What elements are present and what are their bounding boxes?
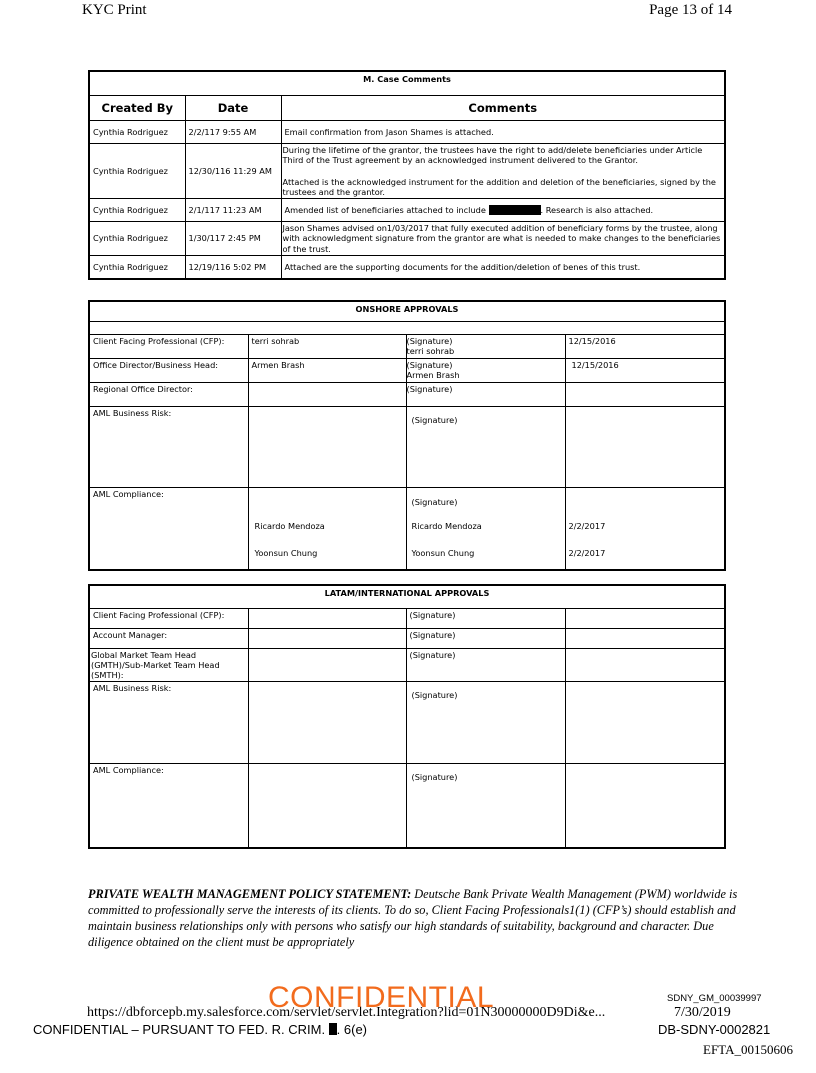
signature-name: Armen Brash — [406, 370, 460, 380]
row-comment — [281, 199, 725, 222]
row-comment: Jason Shames advised on1/03/2017 that fully executed addition of beneficiary forms by the trustee, along with acknowledgment signature from the grantor are what is needed to make changes to the beneficiaries of the trust. — [281, 222, 725, 256]
row-created-by: Cynthia Rodriguez — [89, 121, 185, 144]
approver-name: Yoonsun Chung — [254, 548, 318, 558]
col-created-by: Created By — [89, 96, 185, 121]
row-date: 1/30/117 2:45 PM — [185, 222, 281, 256]
comment-paragraph: During the lifetime of the grantor, the trustees have the right to add/delete beneficiaries under Article Third of the Trust agreement by an acknowledged instrument delivered to the Grantor. — [282, 145, 703, 166]
approval-label: Client Facing Professional (CFP): — [89, 335, 248, 359]
approval-row — [89, 407, 725, 488]
policy-statement — [88, 886, 738, 950]
signature-label: (Signature) — [411, 415, 458, 425]
signature-label: (Signature) — [411, 772, 458, 782]
signature-label: (Signature) — [411, 690, 458, 700]
approval-label: Regional Office Director: — [89, 383, 248, 407]
approval-dates — [565, 488, 725, 570]
approval-row — [89, 649, 725, 682]
approver-name — [248, 629, 406, 649]
row-created-by: Cynthia Rodriguez — [89, 255, 185, 279]
notice-text: . 6(e) — [336, 1022, 368, 1037]
signature-label: (Signature) — [411, 497, 458, 507]
signature-cell: (Signature) — [406, 649, 565, 682]
approval-row — [89, 488, 725, 570]
row-created-by: Cynthia Rodriguez — [89, 222, 185, 256]
signature-cell — [406, 488, 565, 570]
table-row — [89, 121, 725, 144]
table-row — [89, 255, 725, 279]
approval-date — [565, 629, 725, 649]
signature-name: terri sohrab — [406, 346, 455, 356]
signature-cell — [406, 764, 565, 848]
approval-row — [89, 682, 725, 764]
signature-name: Yoonsun Chung — [411, 548, 475, 558]
comment-text: Amended list of beneficiaries attached to include — [284, 204, 489, 215]
redaction-box — [489, 205, 541, 215]
approval-row — [89, 335, 725, 359]
approval-date — [565, 407, 725, 488]
confidential-stamp: CONFIDENTIAL — [268, 981, 495, 1014]
approval-label: AML Business Risk: — [89, 407, 248, 488]
row-date: 2/1/117 11:23 AM — [185, 199, 281, 222]
approval-row — [89, 383, 725, 407]
print-date: 7/30/2019 — [674, 1005, 731, 1020]
approval-date — [565, 649, 725, 682]
signature-cell — [406, 407, 565, 488]
row-date: 2/2/117 9:55 AM — [185, 121, 281, 144]
signature-cell — [406, 335, 565, 359]
comment-text: . Research is also attached. — [540, 204, 654, 215]
signature-label: (Signature) — [406, 360, 453, 370]
signature-name: Ricardo Mendoza — [411, 521, 482, 531]
approver-name: terri sohrab — [248, 335, 406, 359]
case-comments-table — [88, 70, 726, 280]
row-comment: Email confirmation from Jason Shames is attached. — [281, 121, 725, 144]
approval-label: AML Compliance: — [89, 764, 248, 848]
signature-cell — [406, 359, 565, 383]
table-row — [89, 144, 725, 199]
approver-name: Ricardo Mendoza — [254, 521, 325, 531]
row-date: 12/30/116 11:29 AM — [185, 144, 281, 199]
bates-number-small: SDNY_GM_00039997 — [667, 993, 762, 1004]
approval-label: Account Manager: — [89, 629, 248, 649]
approver-name — [248, 649, 406, 682]
col-comments: Comments — [281, 96, 725, 121]
approver-name: Armen Brash — [248, 359, 406, 383]
approval-date: 2/2/2017 — [568, 521, 606, 531]
approval-label: Client Facing Professional (CFP): — [89, 609, 248, 629]
signature-cell: (Signature) — [406, 609, 565, 629]
spacer-row — [89, 322, 725, 335]
approval-date: 12/15/2016 — [565, 335, 725, 359]
approval-date — [565, 609, 725, 629]
approver-name — [248, 383, 406, 407]
onshore-title: ONSHORE APPROVALS — [89, 301, 725, 322]
approval-date — [565, 682, 725, 764]
row-comment — [281, 144, 725, 199]
policy-text: Deutsche Bank Private Wealth Management (PWM) worldwide is committed to professionally serve the interests of its clients. To do so, Client Facing Professionals1(1) (CFP’s) should establish and maintain business relationships only with persons who satisfy our high standards of suitability, background and character. Due diligence obtained on the client must be appropriately — [88, 887, 738, 949]
print-title: KYC Print — [82, 2, 147, 18]
latam-title: LATAM/INTERNATIONAL APPROVALS — [89, 585, 725, 609]
policy-heading: PRIVATE WEALTH MANAGEMENT POLICY STATEMENT: — [88, 887, 412, 901]
page-number: Page 13 of 14 — [649, 2, 732, 18]
approval-row — [89, 609, 725, 629]
col-date: Date — [185, 96, 281, 121]
approval-row — [89, 359, 725, 383]
case-comments-title: M. Case Comments — [89, 71, 725, 96]
bates-number: DB-SDNY-0002821 — [658, 1022, 771, 1037]
table-row — [89, 222, 725, 256]
approval-date — [565, 764, 725, 848]
redaction-box — [329, 1023, 337, 1035]
approval-label: AML Compliance: — [89, 488, 248, 570]
row-date: 12/19/116 5:02 PM — [185, 255, 281, 279]
approver-names — [248, 488, 406, 570]
approval-label: Office Director/Business Head: — [89, 359, 248, 383]
comment-paragraph: Attached is the acknowledged instrument for the addition and deletion of the beneficiaries, signed by the trustees and the grantor. — [282, 176, 716, 197]
approval-row — [89, 629, 725, 649]
table-row — [89, 199, 725, 222]
signature-label: (Signature) — [406, 336, 453, 346]
approver-name — [248, 764, 406, 848]
approval-date: 12/15/2016 — [565, 359, 725, 383]
approval-label: Global Market Team Head (GMTH)/Sub-Market Team Head (SMTH): — [89, 649, 248, 682]
signature-cell — [406, 682, 565, 764]
approver-name — [248, 407, 406, 488]
approval-date: 2/2/2017 — [568, 548, 606, 558]
confidentiality-notice — [33, 1022, 367, 1037]
approver-name — [248, 682, 406, 764]
notice-text: CONFIDENTIAL – PURSUANT TO FED. R. CRIM. — [33, 1022, 329, 1037]
approver-name — [248, 609, 406, 629]
row-created-by: Cynthia Rodriguez — [89, 144, 185, 199]
efta-number: EFTA_00150606 — [703, 1042, 793, 1057]
approval-label: AML Business Risk: — [89, 682, 248, 764]
row-comment: Attached are the supporting documents for the addition/deletion of benes of this trust. — [281, 255, 725, 279]
onshore-approvals-table — [88, 300, 726, 571]
row-created-by: Cynthia Rodriguez — [89, 199, 185, 222]
signature-cell: (Signature) — [406, 383, 565, 407]
latam-approvals-table — [88, 584, 726, 849]
approval-row — [89, 764, 725, 848]
approval-date — [565, 383, 725, 407]
footer-url[interactable]: https://dbforcepb.my.salesforce.com/servlet/servlet.Integration?lid=01N30000000D9Di&e... — [87, 1005, 606, 1020]
signature-cell: (Signature) — [406, 629, 565, 649]
